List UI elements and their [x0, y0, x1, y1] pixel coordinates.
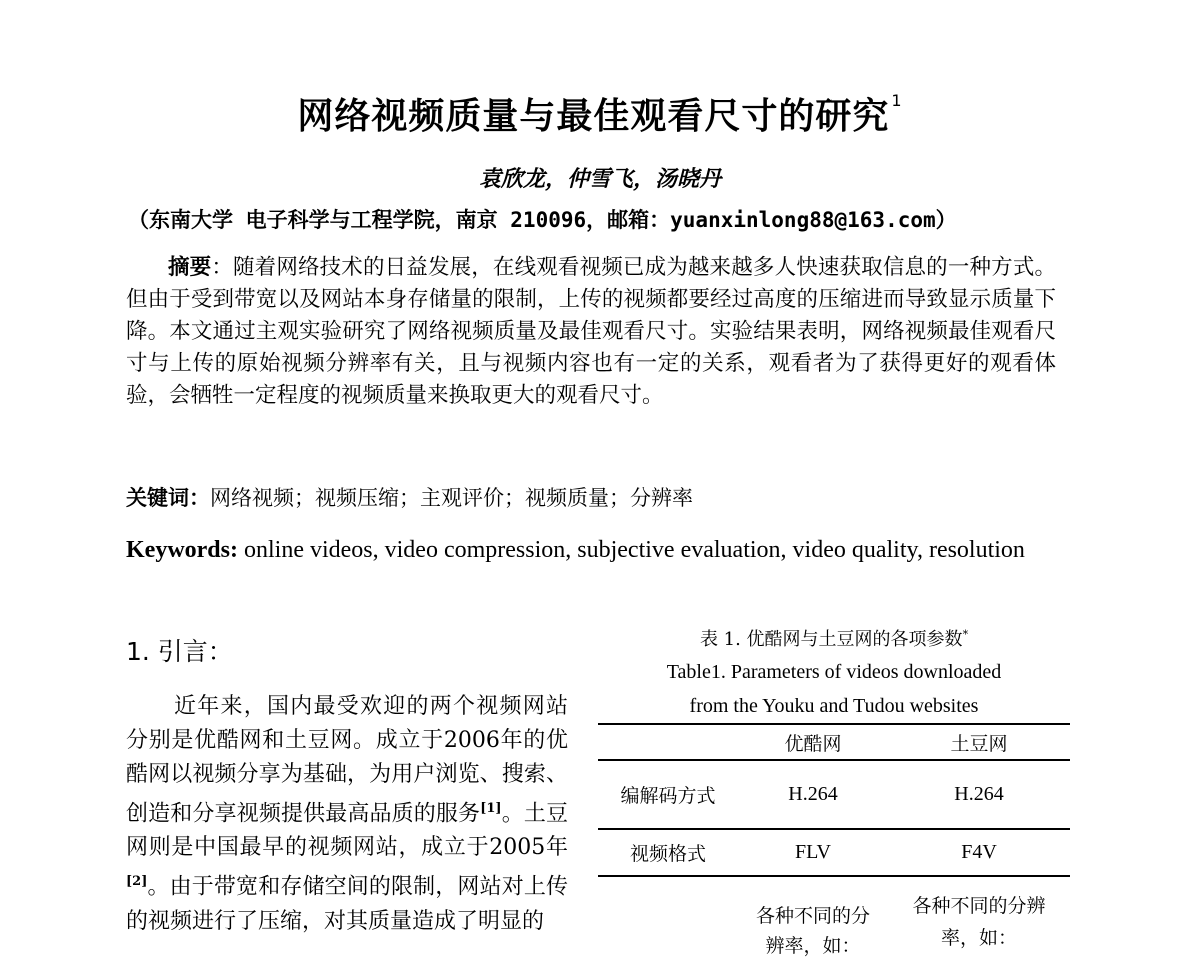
table-caption-english-2: from the Youku and Tudou websites — [689, 695, 979, 717]
table-cell: H.264 — [788, 783, 838, 805]
table-row — [598, 876, 1070, 961]
reference-1: [1] — [480, 801, 502, 816]
table-row-label — [598, 876, 738, 961]
table-row-label: 编解码方式 — [620, 785, 716, 807]
table-caption-chinese — [598, 625, 1070, 651]
table-row-label: 视频格式 — [629, 843, 706, 865]
keywords-chinese — [126, 482, 693, 512]
table-cell: 各种不同的分辨率，如： — [912, 895, 1046, 949]
intro-text-1: 近年来，国内最受欢迎的两个视频网站分别是优酷网和土豆网。成立于2006年的优酷网以视频分享为基础，为用户浏览、搜索、创造和分享视频提供最高品质的服务 — [126, 694, 568, 827]
intro-text-2: 。土豆网则是中国最早的视频网站，成立于2005年 — [126, 801, 568, 861]
abstract — [126, 252, 1056, 412]
table-row — [598, 829, 1070, 876]
parameters-table — [598, 723, 1070, 961]
paper-title — [0, 88, 1200, 139]
caption-cn-text: 表 1. 优酷网与土豆网的各项参数 — [699, 629, 963, 650]
table-cell: F4V — [961, 841, 997, 863]
keywords-cn-label: 关键词： — [126, 485, 210, 510]
table-cell: H.264 — [954, 783, 1004, 805]
abstract-paragraph — [126, 252, 1056, 412]
introduction-body — [126, 690, 568, 939]
keywords-en-text: online videos, video compression, subjective evaluation, video quality, resolution — [237, 537, 1025, 563]
keywords-en-label: Keywords: — [126, 537, 238, 563]
table-header-cell: 土豆网 — [950, 732, 1008, 755]
table-header-cell: 优酷网 — [784, 732, 842, 755]
table-caption-english-1: Table1. Parameters of videos downloaded — [666, 661, 1002, 683]
intro-text-3: 。由于带宽和存储空间的限制，网站对上传的视频进行了压缩，对其质量造成了明显的 — [126, 874, 568, 934]
keywords-english — [126, 534, 1056, 566]
table-header-row — [598, 724, 1070, 760]
table-cell: 各种不同的分辨率，如： — [756, 905, 871, 957]
introduction-paragraph — [126, 690, 568, 939]
table-row — [598, 760, 1070, 829]
author-list: 袁欣龙，仲雪飞，汤晓丹 — [478, 166, 721, 192]
table-header-cell — [598, 724, 738, 760]
table-cell: FLV — [795, 841, 831, 863]
title-footnote-mark: 1 — [891, 91, 903, 110]
section-heading-introduction: 1. 引言： — [126, 637, 233, 666]
abstract-text: ：随着网络技术的日益发展，在线观看视频已成为越来越多人快速获取信息的一种方式。但由于受到带宽以及网站本身存储量的限制，上传的视频都要经过高度的压缩进而导致显示质量下降。本文通过主观实验研究了网络视频质量及最佳观看尺寸。实验结果表明，网络视频最佳观看尺寸与上传的原始视频分辨率有关，且与视频内容也有一定的关系，观看者为了获得更好的观看体验，会牺牲一定程度的视频质量来换取更大的观看尺寸。 — [126, 255, 1056, 408]
caption-mark: * — [962, 628, 969, 641]
keywords-cn-text: 网络视频；视频压缩；主观评价；视频质量；分辨率 — [210, 486, 693, 510]
reference-2: [2] — [126, 874, 148, 890]
abstract-label: 摘要 — [168, 255, 212, 280]
title-text: 网络视频质量与最佳观看尺寸的研究 — [297, 96, 890, 137]
affiliation: （东南大学 电子科学与工程学院，南京 210096，邮箱：yuanxinlong88@163.com） — [128, 208, 957, 232]
